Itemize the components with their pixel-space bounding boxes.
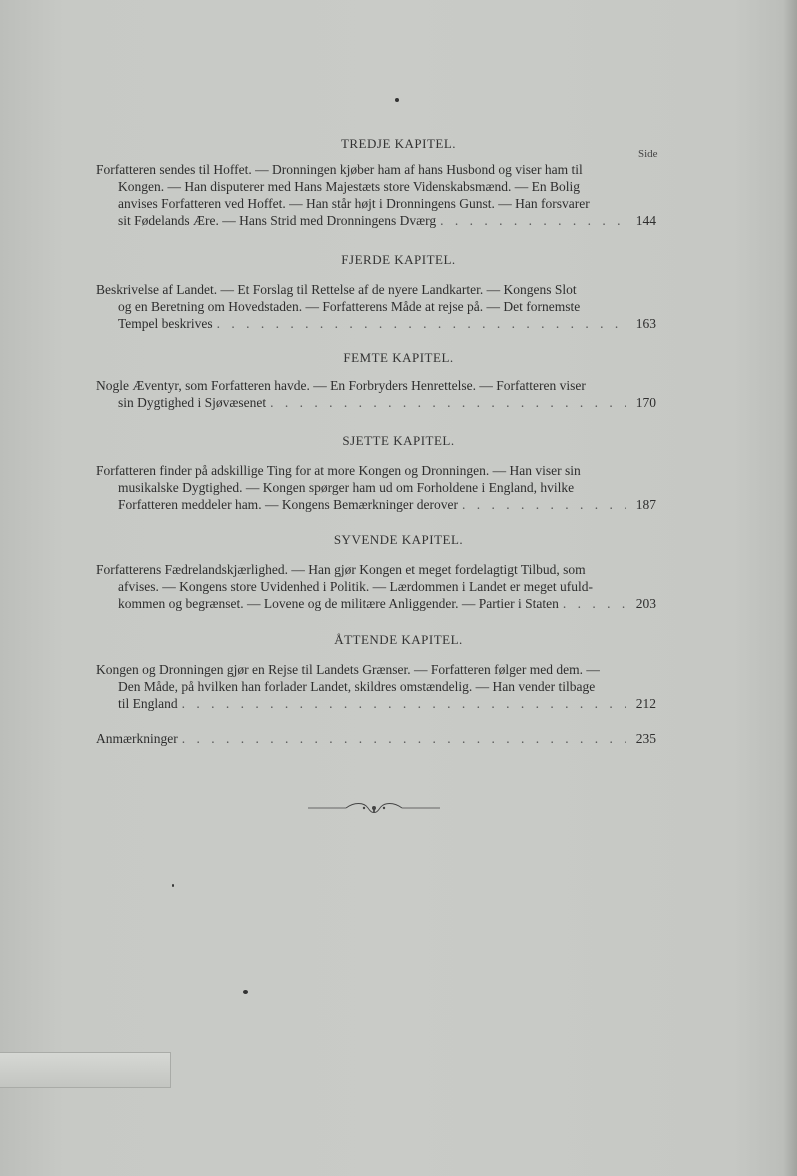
- page-number: 203: [635, 596, 656, 611]
- appendix-label: Anmærkninger: [96, 731, 178, 746]
- dot-leader: [182, 730, 626, 747]
- dot-leader: [182, 695, 626, 712]
- chapter-heading: FEMTE KAPITEL.: [343, 350, 454, 365]
- chapter-summary: [96, 377, 656, 411]
- dot-leader: [217, 315, 626, 332]
- summary-last-line: [96, 315, 656, 332]
- chapter-summary: [96, 462, 656, 513]
- summary-line-text: til England: [118, 696, 178, 711]
- appendix-entry: [96, 730, 656, 747]
- speck-mark: [395, 98, 399, 102]
- chapter-summary: [96, 561, 656, 612]
- summary-last-line: [96, 212, 656, 229]
- summary-line-text: sit Fødelands Ære. — Hans Strid med Dronningens Dværg: [118, 213, 437, 228]
- chapter-summary: [96, 161, 656, 229]
- chapter-heading: TREDJE KAPITEL.: [340, 136, 457, 151]
- dot-leader: [563, 595, 626, 612]
- chapter-heading: FJERDE KAPITEL.: [341, 252, 456, 267]
- summary-line: Den Måde, på hvilken han forlader Landet, skildres omstændelig. — Han vender tilbage: [118, 679, 596, 694]
- chapter-heading: ÅTTENDE KAPITEL.: [334, 632, 463, 647]
- page-number: 163: [635, 316, 656, 331]
- page-number: 170: [635, 395, 656, 410]
- summary-line: Kongen. — Han disputerer med Hans Majestæts store Videnskabsmænd. — En Bolig: [118, 179, 581, 194]
- page-number: 144: [635, 213, 656, 228]
- summary-last-line: [96, 496, 656, 513]
- dot-leader: [440, 212, 626, 229]
- chapter-summary: [96, 281, 656, 332]
- summary-line: anvises Forfatteren ved Hoffet. — Han står højt i Dronningens Gunst. — Han forsvarer: [118, 196, 590, 211]
- scanner-tab: [0, 1052, 171, 1088]
- side-column-label: Side: [638, 148, 658, 160]
- dot-leader: [270, 394, 626, 411]
- page-edge-shadow: [783, 0, 797, 1176]
- page-number: 235: [635, 731, 656, 746]
- summary-line: Forfatterens Fædrelandskjærlighed. — Han gjør Kongen et meget fordelagtigt Tilbud, som: [96, 562, 586, 577]
- summary-line: afvises. — Kongens store Uvidenhed i Politik. — Lærdommen i Landet er meget ufuld-: [118, 579, 594, 594]
- summary-line-text: sin Dygtighed i Sjøvæsenet: [118, 395, 267, 410]
- summary-line-text: Forfatteren meddeler ham. — Kongens Bemærkninger derover: [118, 497, 459, 512]
- appendix-line: [96, 730, 656, 747]
- chapter-heading: SYVENDE KAPITEL.: [333, 532, 464, 547]
- summary-last-line: [96, 595, 656, 612]
- page-number: 212: [635, 696, 656, 711]
- summary-last-line: [96, 394, 656, 411]
- dot-leader: [462, 496, 626, 513]
- page-number: 187: [635, 497, 656, 512]
- speck-mark: [243, 990, 248, 994]
- summary-line: og en Beretning om Hovedstaden. — Forfatterens Måde at rejse på. — Det fornemste: [118, 299, 581, 314]
- summary-last-line: [96, 695, 656, 712]
- summary-line: Forfatteren finder på adskillige Ting for at more Kongen og Dronningen. — Han viser sin: [96, 463, 581, 478]
- summary-line: Beskrivelse af Landet. — Et Forslag til Rettelse af de nyere Landkarter. — Kongens Slot: [96, 282, 577, 297]
- summary-line: Forfatteren sendes til Hoffet. — Dronningen kjøber ham af hans Husbond og viser ham til: [96, 162, 583, 177]
- summary-line: Nogle Æventyr, som Forfatteren havde. — En Forbryders Henrettelse. — Forfatteren viser: [96, 378, 586, 393]
- chapter-summary: [96, 661, 656, 712]
- summary-line-text: kommen og begrænset. — Lovene og de militære Anliggender. — Partier i Staten: [118, 596, 559, 611]
- chapter-heading: SJETTE KAPITEL.: [342, 433, 455, 448]
- speck-mark: [172, 884, 174, 887]
- summary-line: musikalske Dygtighed. — Kongen spørger ham ud om Forholdene i England, hvilke: [118, 480, 575, 495]
- summary-line-text: Tempel beskrives: [118, 316, 213, 331]
- ornament-divider: [306, 801, 442, 815]
- summary-line: Kongen og Dronningen gjør en Rejse til Landets Grænser. — Forfatteren følger med dem. —: [96, 662, 600, 677]
